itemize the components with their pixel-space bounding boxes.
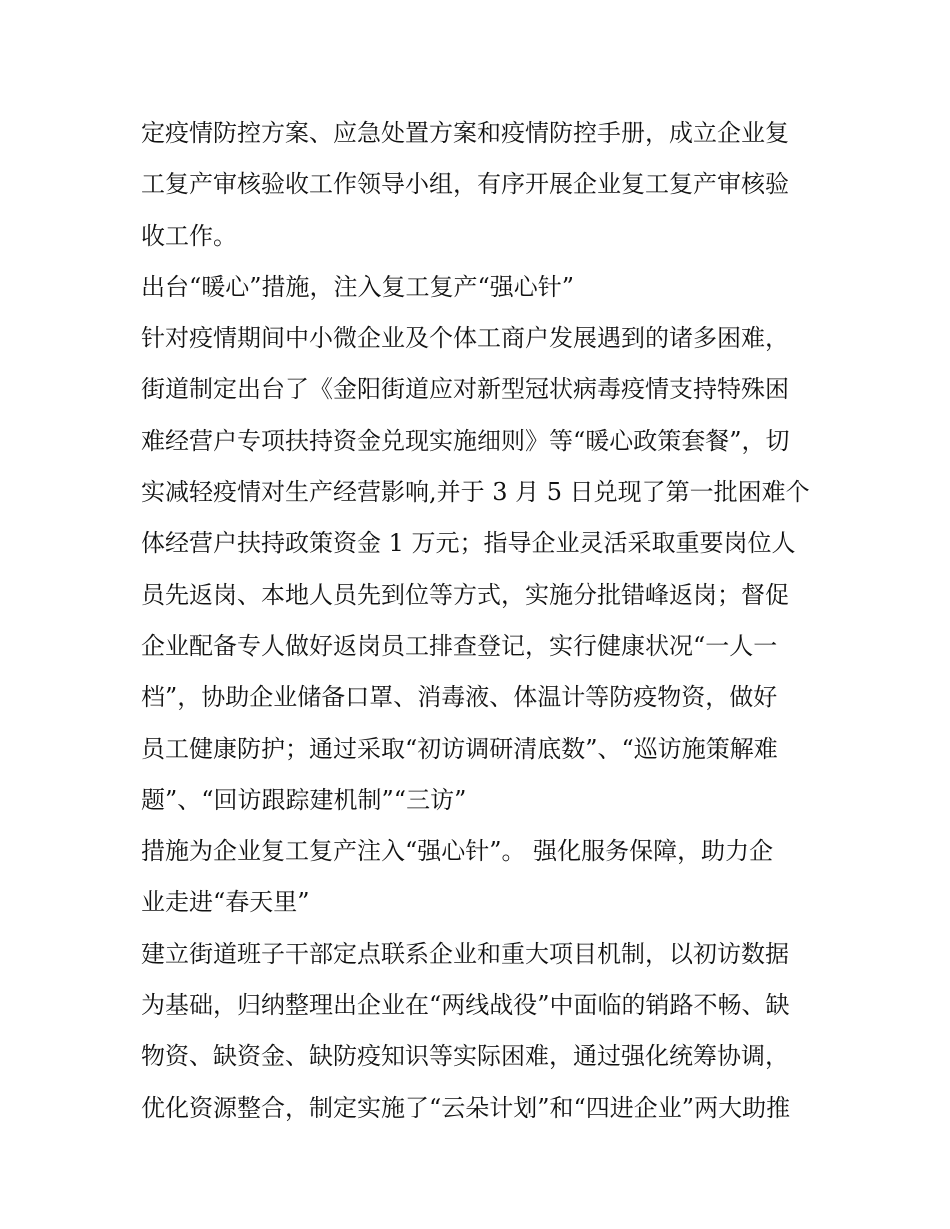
section-heading: 出台“暖心”措施，注入复工复产“强心针” bbox=[141, 272, 575, 301]
text-line: 档”，协助企业储备口罩、消毒液、体温计等防疫物资，做好 bbox=[141, 683, 778, 712]
text-line: 街道制定出台了《金阳街道应对新型冠状病毒疫情支持特殊困 bbox=[141, 375, 789, 404]
text-line: 员先返岗、本地人员先到位等方式，实施分批错峰返岗；督促 bbox=[141, 580, 789, 609]
text-line: 难经营户专项扶持资金兑现实施细则》等“暖心政策套餐”，切 bbox=[141, 426, 790, 455]
text-line: 工复产审核验收工作领导小组，有序开展企业复工复产审核验 bbox=[141, 170, 789, 199]
text-line: 实减轻疫情对生产经营影响,并于 3 月 5 日兑现了第一批困难个 bbox=[141, 478, 810, 507]
document-body bbox=[141, 108, 821, 1134]
text-line: 企业配备专人做好返岗员工排查登记，实行健康状况“一人一 bbox=[141, 631, 778, 660]
text-line: 收工作。 bbox=[141, 221, 237, 250]
text-line: 体经营户扶持政策资金 1 万元；指导企业灵活采取重要岗位人 bbox=[141, 529, 796, 558]
text-line: 措施为企业复工复产注入“强心针”。 强化服务保障，助力企 bbox=[141, 837, 774, 866]
text-line: 优化资源整合，制定实施了“云朵计划”和“四进企业”两大助推 bbox=[141, 1093, 791, 1122]
text-line: 为基础，归纳整理出企业在“两线战役”中面临的销路不畅、缺 bbox=[141, 991, 790, 1020]
section-heading: 业走进“春天里” bbox=[141, 888, 310, 917]
text-line: 针对疫情期间中小微企业及个体工商户发展遇到的诸多困难， bbox=[141, 324, 789, 353]
text-line: 题”、“回访跟踪建机制”“三访” bbox=[141, 785, 467, 814]
text-line: 建立街道班子干部定点联系企业和重大项目机制，以初访数据 bbox=[141, 939, 789, 968]
text-line: 物资、缺资金、缺防疫知识等实际困难，通过强化统筹协调， bbox=[141, 1042, 789, 1071]
text-line: 员工健康防护；通过采取“初访调研清底数”、“巡访施策解难 bbox=[141, 734, 778, 763]
text-line: 定疫情防控方案、应急处置方案和疫情防控手册，成立企业复 bbox=[141, 119, 789, 147]
